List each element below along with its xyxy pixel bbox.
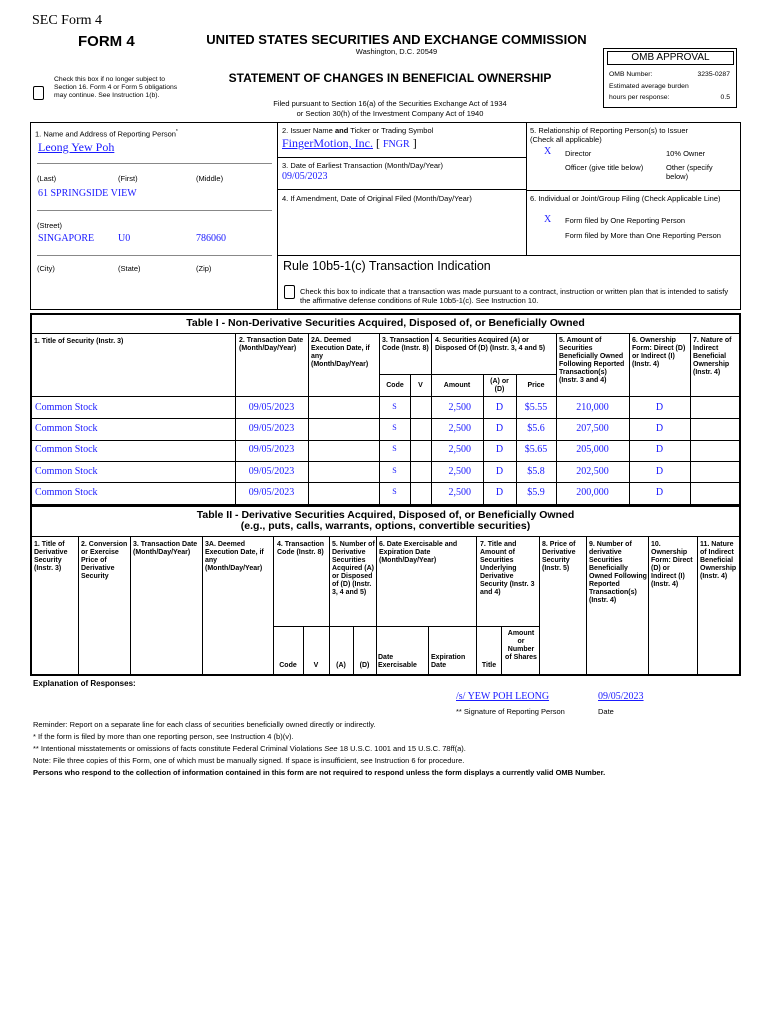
t1-ad: D xyxy=(495,423,504,434)
t1-form: D xyxy=(655,444,664,455)
issuer-line: FingerMotion, Inc. [ FNGR ] xyxy=(282,136,417,150)
divider xyxy=(556,333,557,506)
t1-owned: 210,000 xyxy=(576,402,609,413)
divider xyxy=(376,536,377,676)
divider xyxy=(30,461,741,462)
t2-col2-header: 2. Conversion or Exercise Price of Derivative Security xyxy=(81,541,128,580)
reporting-person-name[interactable]: Leong Yew Poh xyxy=(38,140,115,154)
divider xyxy=(629,333,630,506)
omb-number-label: OMB Number: xyxy=(609,71,653,78)
divider xyxy=(379,333,380,506)
t1-ad: D xyxy=(495,466,504,477)
form-title: FORM 4 xyxy=(78,33,135,50)
divider xyxy=(277,255,741,256)
signature-label: ** Signature of Reporting Person xyxy=(456,707,565,716)
t1-owned: 205,000 xyxy=(576,444,609,455)
divider xyxy=(431,333,432,506)
t1-date: 09/05/2023 xyxy=(248,423,295,434)
t1-owned: 200,000 xyxy=(576,487,609,498)
t1-title: Common Stock xyxy=(35,444,98,455)
one-person-label: Form filed by One Reporting Person xyxy=(565,216,686,225)
divider xyxy=(586,536,587,676)
zip-value: 786060 xyxy=(196,233,226,244)
t2-col11-header: 11. Nature of Indirect Beneficial Ownership (Instr. 4) xyxy=(700,541,737,580)
state-label: (State) xyxy=(118,264,141,273)
t1-date: 09/05/2023 xyxy=(248,487,295,498)
divider xyxy=(37,255,272,256)
statement-title: STATEMENT OF CHANGES IN BENEFICIAL OWNERSHIP xyxy=(228,71,552,85)
omb-burden-label: Estimated average burden xyxy=(609,83,689,90)
ten-percent-owner-label: 10% Owner xyxy=(666,149,706,158)
table2-subtitle: (e.g., puts, calls, warrants, options, convertible securities) xyxy=(240,520,531,532)
street-label: (Street) xyxy=(37,221,63,230)
divider xyxy=(30,418,741,419)
state-value: U0 xyxy=(118,233,131,244)
t1-price: $5.9 xyxy=(527,487,545,498)
t1-owned: 202,500 xyxy=(576,466,609,477)
divider xyxy=(376,626,476,627)
t2-d-subheader: (D) xyxy=(359,662,370,669)
box5-label: 5. Relationship of Reporting Person(s) to Issuer xyxy=(530,126,688,135)
first-label: (First) xyxy=(118,174,138,183)
signature-date: 09/05/2023 xyxy=(598,691,644,702)
t1-code-subheader: Code xyxy=(386,382,404,389)
divider xyxy=(30,440,741,441)
t1-ad: D xyxy=(495,444,504,455)
divider xyxy=(273,536,274,676)
t1-date: 09/05/2023 xyxy=(248,466,295,477)
divider xyxy=(697,536,698,676)
omb-hours-label: hours per response: xyxy=(609,94,670,101)
t1-amount: 2,500 xyxy=(448,402,471,413)
divider xyxy=(526,190,741,191)
document-label: SEC Form 4 xyxy=(32,13,103,28)
middle-label: (Middle) xyxy=(196,174,224,183)
t1-amount: 2,500 xyxy=(448,423,471,434)
t1-form: D xyxy=(655,423,664,434)
earliest-transaction-date: 09/05/2023 xyxy=(282,171,328,182)
t1-code: S xyxy=(392,402,397,411)
divider xyxy=(329,536,330,676)
box2-label: 2. Issuer Name and Ticker or Trading Symbol xyxy=(282,126,434,135)
t1-date: 09/05/2023 xyxy=(248,402,295,413)
t1-form: D xyxy=(655,402,664,413)
zip-label: (Zip) xyxy=(196,264,212,273)
t1-col4-header: 4. Securities Acquired (A) or Disposed Of (D) (Instr. 3, 4 and 5) xyxy=(435,337,546,352)
t2-col9-header: 9. Number of derivative Securities Beneficially Owned Following Reported Transaction(s) (Instr. 4) xyxy=(589,541,647,604)
divider xyxy=(30,396,741,397)
t1-code: S xyxy=(392,487,397,496)
t2-date-exercisable-subheader: Date Exercisable xyxy=(378,654,417,669)
divider xyxy=(428,626,429,676)
t1-form: D xyxy=(655,466,664,477)
street-value: 61 SPRINGSIDE VIEW xyxy=(38,188,137,199)
t1-amount: 2,500 xyxy=(448,487,471,498)
rule-10b5-checkbox[interactable] xyxy=(284,285,295,299)
city-label: (City) xyxy=(37,264,55,273)
t2-col5-header: 5. Number of Derivative Securities Acquired (A) or Disposed of (D) (Instr. 3, 4 and 5) xyxy=(332,541,375,596)
t2-col4-header: 4. Transaction Code (Instr. 8) xyxy=(277,541,325,556)
t1-code: S xyxy=(392,423,397,432)
agency-title: UNITED STATES SECURITIES AND EXCHANGE COMMISSION xyxy=(206,32,587,47)
t1-amount: 2,500 xyxy=(448,444,471,455)
t1-date: 09/05/2023 xyxy=(248,444,295,455)
divider xyxy=(476,626,539,627)
other-label: Other (specify below) xyxy=(666,163,713,181)
divider xyxy=(30,536,741,537)
filed-pursuant-line2: or Section 30(h) of the Investment Company Act of 1940 xyxy=(296,109,484,118)
t2-col3a-header: 3A. Deemed Execution Date, if any (Month/Day/Year) xyxy=(205,541,264,572)
divider xyxy=(476,536,477,676)
table2-title: Table II - Derivative Securities Acquired, Disposed of, or Beneficially Owned xyxy=(196,509,575,521)
t1-title: Common Stock xyxy=(35,423,98,434)
t2-col8-header: 8. Price of Derivative Security (Instr. 5) xyxy=(542,541,576,572)
omb-number-value: 3235-0287 xyxy=(697,71,730,78)
t1-amount-subheader: Amount xyxy=(443,382,471,389)
t1-price: $5.65 xyxy=(524,444,548,455)
footnote-3: Note: File three copies of this Form, one of which must be manually signed. If space is insufficient, see Instruction 6 for procedure. xyxy=(33,756,465,765)
t1-v-subheader: V xyxy=(418,382,423,389)
t1-price-subheader: Price xyxy=(527,382,545,389)
t1-price: $5.55 xyxy=(524,402,548,413)
t1-col3-header: 3. Transaction Code (Instr. 8) xyxy=(382,337,430,352)
t1-col1-header: 1. Title of Security (Instr. 3) xyxy=(34,338,124,345)
box1-label: 1. Name and Address of Reporting Person* xyxy=(35,129,178,139)
t1-col5-header: 5. Amount of Securities Beneficially Owned Following Reported Transaction(s) (Instr. 3 and 4) xyxy=(559,337,625,384)
t1-code: S xyxy=(392,444,397,453)
divider xyxy=(277,157,526,158)
divider xyxy=(690,333,691,506)
footnote-4: Persons who respond to the collection of information contained in this form are not required to respond unless the form displays a currently valid OMB Number. xyxy=(33,768,606,777)
t1-title: Common Stock xyxy=(35,402,98,413)
director-label: Director xyxy=(565,149,592,158)
divider xyxy=(78,536,79,676)
officer-label: Officer (give title below) xyxy=(565,163,644,172)
agency-city: Washington, D.C. 20549 xyxy=(355,47,438,56)
divider xyxy=(202,536,203,676)
section16-note: Check this box if no longer subject to Section 16. Form 4 or Form 5 obligations may continue. See Instruction 1(b). xyxy=(54,76,178,99)
ticker-symbol: FNGR xyxy=(383,139,410,150)
divider xyxy=(379,374,556,375)
divider xyxy=(273,626,376,627)
t2-col10-header: 10. Ownership Form: Direct (D) or Indirect (I) (Instr. 4) xyxy=(651,541,693,588)
box5-sublabel: (Check all applicable) xyxy=(530,135,602,144)
box3-label: 3. Date of Earliest Transaction (Month/Day/Year) xyxy=(282,161,444,170)
box4-label: 4. If Amendment, Date of Original Filed (Month/Day/Year) xyxy=(282,194,472,203)
director-mark[interactable]: X xyxy=(544,146,552,157)
t1-code: S xyxy=(392,466,397,475)
t2-code-subheader: Code xyxy=(279,662,297,669)
t1-amount: 2,500 xyxy=(448,466,471,477)
t1-col6-header: 6. Ownership Form: Direct (D) or Indirect (I) (Instr. 4) xyxy=(632,337,686,368)
divider xyxy=(30,333,741,334)
divider xyxy=(30,482,741,483)
one-person-mark[interactable]: X xyxy=(544,214,552,225)
divider xyxy=(277,189,526,190)
divider xyxy=(308,333,309,506)
section16-checkbox[interactable] xyxy=(33,86,44,100)
omb-title: OMB APPROVAL xyxy=(631,52,710,63)
omb-hours-value: 0.5 xyxy=(720,94,730,101)
divider xyxy=(130,536,131,676)
signature-date-label: Date xyxy=(598,707,614,716)
t1-col7-header: 7. Nature of Indirect Beneficial Ownership (Instr. 4) xyxy=(693,337,732,376)
t2-col3-header: 3. Transaction Date (Month/Day/Year) xyxy=(133,541,198,556)
t1-title: Common Stock xyxy=(35,487,98,498)
divider xyxy=(501,626,502,676)
t1-ad: D xyxy=(495,487,504,498)
rule-title: Rule 10b5-1(c) Transaction Indication xyxy=(283,259,491,273)
divider xyxy=(277,122,278,310)
explanation-label: Explanation of Responses: xyxy=(33,679,136,688)
filed-pursuant-line1: Filed pursuant to Section 16(a) of the Securities Exchange Act of 1934 xyxy=(273,99,507,108)
t2-col7-header: 7. Title and Amount of Securities Underlying Derivative Security (Instr. 3 and 4) xyxy=(480,541,535,596)
signature-name: /s/ YEW POH LEONG xyxy=(456,691,550,702)
footnote-2: ** Intentional misstatements or omissions of facts constitute Federal Criminal Violations See 18 U.S.C. 1001 and 15 U.S.C. 78ff(a). xyxy=(33,744,466,753)
t2-expiration-subheader: Expiration Date xyxy=(431,654,466,669)
reminder-note: Reminder: Report on a separate line for each class of securities beneficially owned directly or indirectly. xyxy=(33,720,376,729)
t1-title: Common Stock xyxy=(35,466,98,477)
table1-title: Table I - Non-Derivative Securities Acquired, Disposed of, or Beneficially Owned xyxy=(186,317,585,329)
t1-col2-header: 2. Transaction Date (Month/Day/Year) xyxy=(239,337,304,352)
t1-ad-subheader: (A) or (D) xyxy=(490,378,509,393)
rule-text: Check this box to indicate that a transaction was made pursuant to a contract, instruction or written plan that is intended to satisfy the affirmative defense conditions of Rule 10b5-1(c). See Instruction 10. xyxy=(300,287,729,305)
footnote-1: * If the form is filed by more than one reporting person, see Instruction 4 (b)(v). xyxy=(33,732,294,741)
divider xyxy=(235,333,236,506)
t2-v-subheader: V xyxy=(313,662,319,669)
t2-col6-header: 6. Date Exercisable and Expiration Date (Month/Day/Year) xyxy=(379,541,458,564)
t1-form: D xyxy=(655,487,664,498)
t2-a-subheader: (A) xyxy=(336,662,346,669)
t1-price: $5.8 xyxy=(527,466,545,477)
t1-price: $5.6 xyxy=(527,423,545,434)
issuer-name[interactable]: FingerMotion, Inc. xyxy=(282,136,373,150)
t1-col2a-header: 2A. Deemed Execution Date, if any (Month/Day/Year) xyxy=(311,337,370,368)
last-label: (Last) xyxy=(37,174,57,183)
multi-person-label: Form filed by More than One Reporting Person xyxy=(565,231,721,240)
divider xyxy=(539,536,540,676)
divider xyxy=(526,122,527,255)
box6-label: 6. Individual or Joint/Group Filing (Check Applicable Line) xyxy=(530,194,721,203)
city-value: SINGAPORE xyxy=(38,233,95,244)
t1-ad: D xyxy=(495,402,504,413)
t2-amount-subheader: Amount or Number of Shares xyxy=(505,630,537,661)
divider xyxy=(648,536,649,676)
divider xyxy=(37,210,272,211)
t1-owned: 207,500 xyxy=(576,423,609,434)
t2-col1-header: 1. Title of Derivative Security (Instr. 3) xyxy=(34,541,68,572)
t2-title-subheader: Title xyxy=(481,662,497,669)
divider xyxy=(37,163,272,164)
